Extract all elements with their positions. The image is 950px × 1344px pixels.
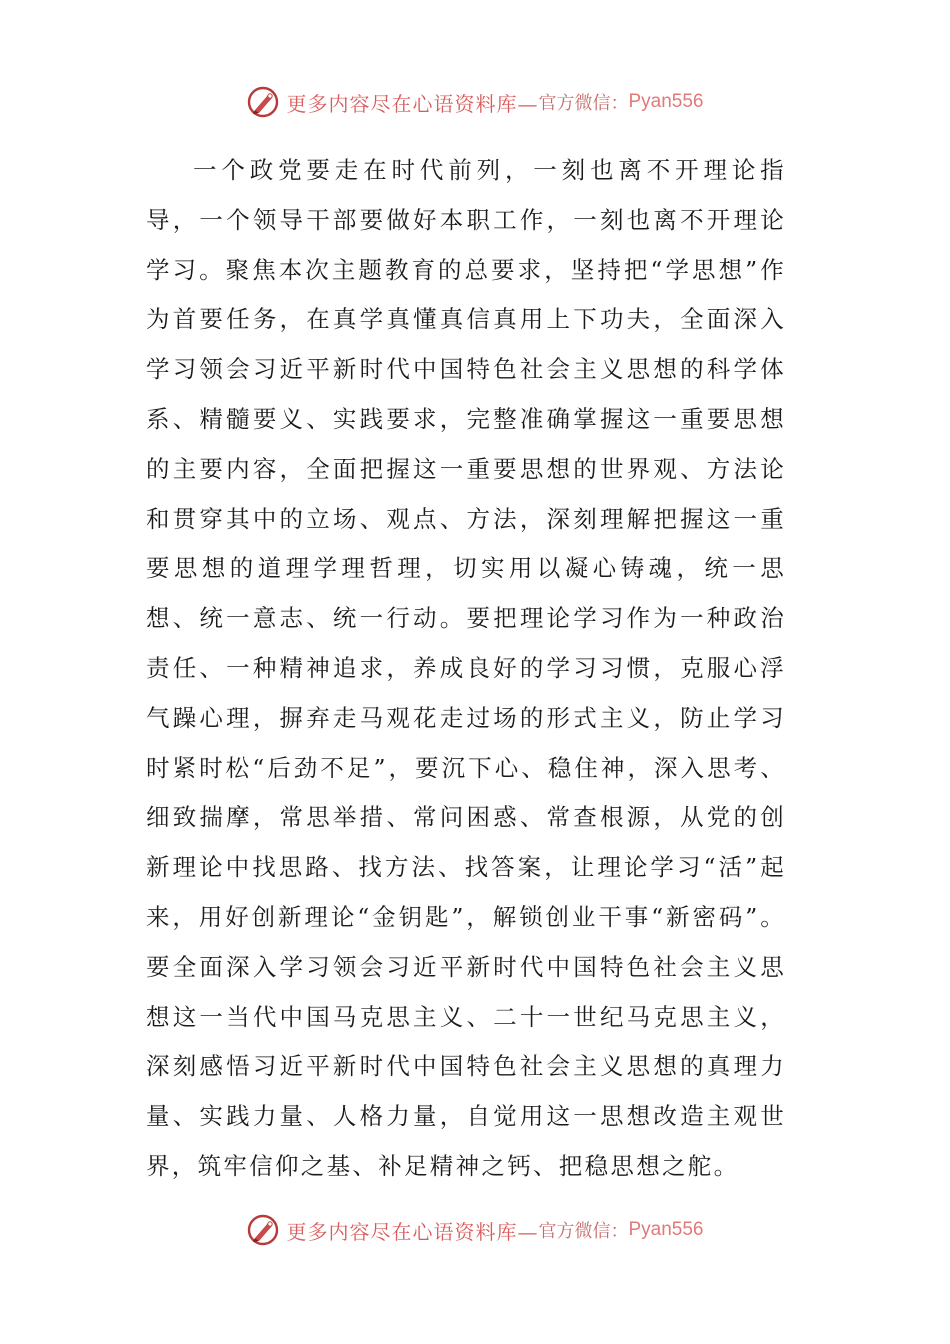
banner-main-text: 更多内容尽在心语资料库—: [286, 1219, 539, 1244]
banner-wechat-id: Pyan556: [628, 1219, 704, 1240]
header-banner: [0, 82, 950, 122]
banner-main-text: 更多内容尽在心语资料库—: [286, 91, 539, 116]
pen-logo-icon: [246, 1213, 280, 1247]
banner-wechat-label: 官方微信：: [538, 93, 629, 114]
pen-logo-icon: [246, 85, 280, 119]
footer-banner: [0, 1210, 950, 1250]
banner-wechat-id: Pyan556: [628, 91, 704, 112]
banner-wechat-label: 官方微信：: [538, 1221, 629, 1242]
body-paragraph: 一个政党要走在时代前列，一刻也离不开理论指导，一个领导干部要做好本职工作，一刻也离不开理论学习。聚焦本次主题教育的总要求，坚持把“学思想”作为首要任务，在真学真懂真信真用上下功夫，全面深入学习领会习近平新时代中国特色社会主义思想的科学体系、精髓要义、实践要求，完整准确掌握这一重要思想的主要内容，全面把握这一重要思想的世界观、方法论和贯穿其中的立场、观点、方法，深刻理解把握这一重要思想的道理学理哲理，切实用以凝心铸魂，统一思想、统一意志、统一行动。要把理论学习作为一种政治责任、一种精神追求，养成良好的学习习惯，克服心浮气躁心理，摒弃走马观花走过场的形式主义，防止学习时紧时松“后劲不足”，要沉下心、稳住神，深入思考、细致揣摩，常思举措、常问困惑、常查根源，从党的创新理论中找思路、找方法、找答案，让理论学习“活”起来，用好创新理论“金钥匙”，解锁创业干事“新密码”。要全面深入学习领会习近平新时代中国特色社会主义思想这一当代中国马克思主义、二十一世纪马克思主义，深刻感悟习近平新时代中国特色社会主义思想的真理力量、实践力量、人格力量，自觉用这一思想改造主观世界，筑牢信仰之基、补足精神之钙、把稳思想之舵。: [146, 156, 786, 1180]
